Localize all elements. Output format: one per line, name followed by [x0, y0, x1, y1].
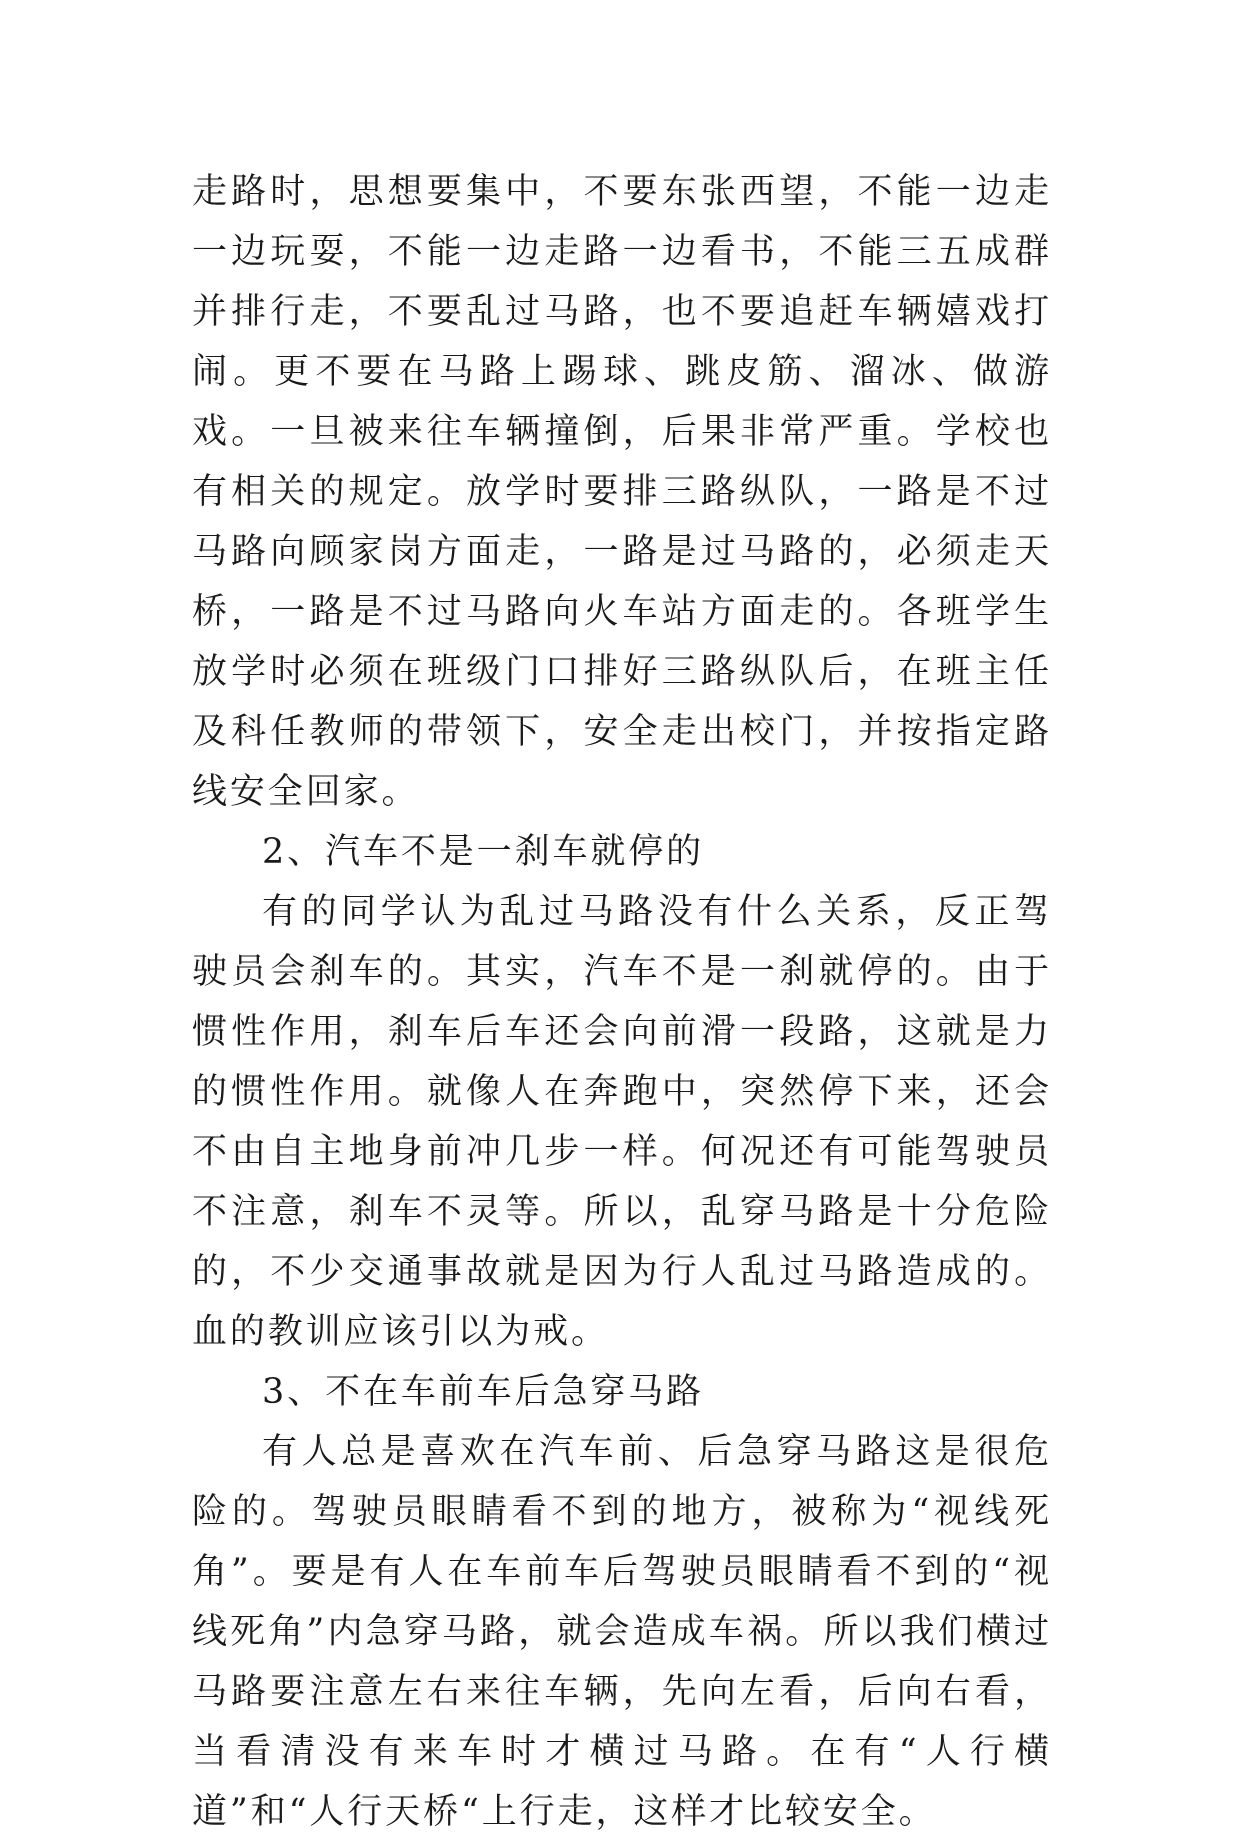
document-body: [192, 162, 1052, 1842]
section-heading-blind-spot: 3、不在车前车后急穿马路: [262, 1372, 705, 1412]
paragraph-braking-inertia: 有的同学认为乱过马路没有什么关系，反正驾驶员会刹车的。其实，汽车不是一刹就停的。由于惯性作用，刹车后车还会向前滑一段路，这就是力的惯性作用。就像人在奔跑中，突然停下来，还会不由自主地身前冲几步一样。何况还有可能驾驶员不注意，刹车不灵等。所以，乱穿马路是十分危险的，不少交通事故就是因为行人乱过马路造成的。血的教训应该引以为戒。: [192, 892, 1052, 1352]
section-heading-braking: 2、汽车不是一刹车就停的: [262, 832, 705, 872]
paragraph-blind-spot: 有人总是喜欢在汽车前、后急穿马路这是很危险的。驾驶员眼睛看不到的地方，被称为“视线死角”。要是有人在车前车后驾驶员眼睛看不到的“视线死角”内急穿马路，就会造成车祸。所以我们横过马路要注意左右来往车辆，先向左看，后向右看，当看清没有来车时才横过马路。在有“人行横道”和“人行天桥“上行走，这样才比较安全。: [192, 1432, 1052, 1832]
paragraph-walking-rules: 走路时，思想要集中，不要东张西望，不能一边走一边玩耍，不能一边走路一边看书，不能三五成群并排行走，不要乱过马路，也不要追赶车辆嬉戏打闹。更不要在马路上踢球、跳皮筋、溜冰、做游戏。一旦被来往车辆撞倒，后果非常严重。学校也有相关的规定。放学时要排三路纵队，一路是不过马路向顾家岗方面走，一路是过马路的，必须走天桥，一路是不过马路向火车站方面走的。各班学生放学时必须在班级门口排好三路纵队后，在班主任及科任教师的带领下，安全走出校门，并按指定路线安全回家。: [192, 172, 1052, 812]
